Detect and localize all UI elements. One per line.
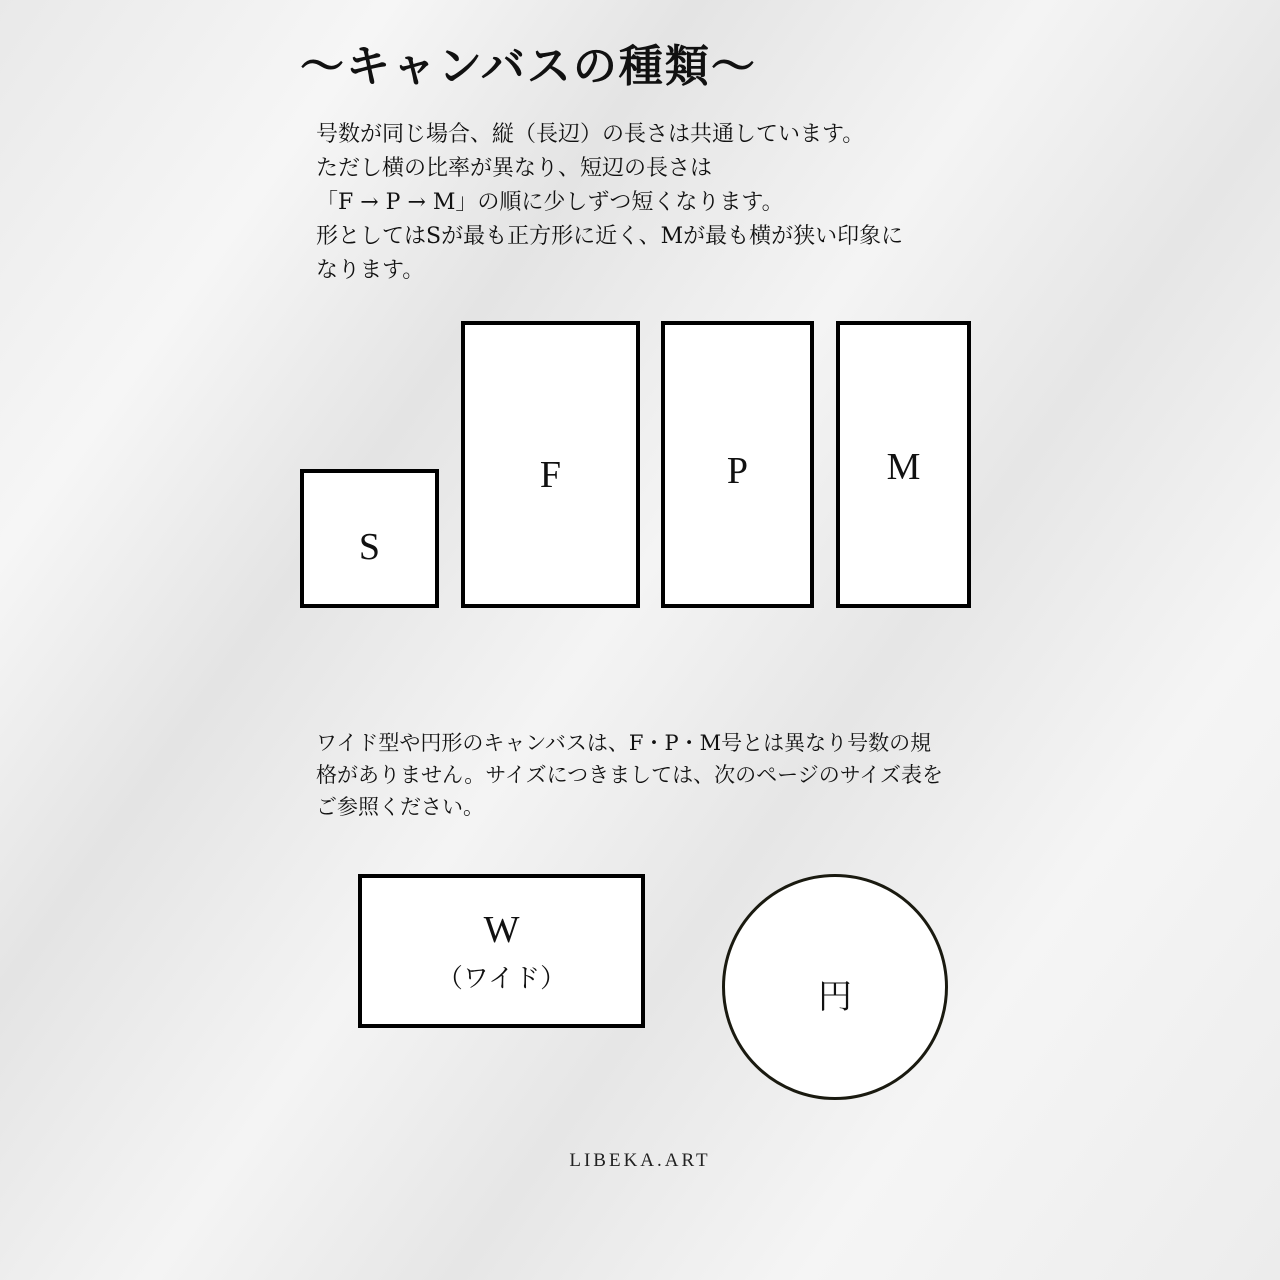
canvas-f-shape [461,321,640,608]
canvas-m-shape [836,321,971,608]
canvas-p-shape [661,321,814,608]
intro-line: 「F → P → M」の順に少しずつ短くなります。 [316,190,784,215]
intro-text [316,118,1016,288]
intro-line: 形としてはSが最も正方形に近く、Mが最も横が狭い印象に [316,224,904,249]
note-line: ワイド型や円形のキャンバスは、F・P・M号とは異なり号数の規 [316,731,932,755]
canvas-s-shape [300,469,439,608]
canvas-s-label: S [358,526,381,568]
page-title: 〜キャンバスの種類〜 [300,41,757,92]
intro-line: ただし横の比率が異なり、短辺の長さは [316,156,713,181]
brand-footer: LIBEKA.ART [569,1150,711,1171]
intro-line: なります。 [316,258,425,283]
note-text [316,727,1016,823]
canvas-p-label: P [726,450,749,492]
canvas-f-label: F [539,454,562,496]
note-line: ご参照ください。 [316,795,484,819]
canvas-circle-label: 円 [818,977,852,1017]
canvas-m-label: M [886,446,921,488]
canvas-wide-shape [358,874,645,1028]
canvas-circle-shape [722,874,948,1100]
canvas-wide-sublabel: （ワイド） [436,964,567,994]
intro-line: 号数が同じ場合、縦（長辺）の長さは共通しています。 [316,122,865,147]
canvas-wide-label: W [483,909,520,951]
note-line: 格がありません。サイズにつきましては、次のページのサイズ表を [316,763,944,787]
